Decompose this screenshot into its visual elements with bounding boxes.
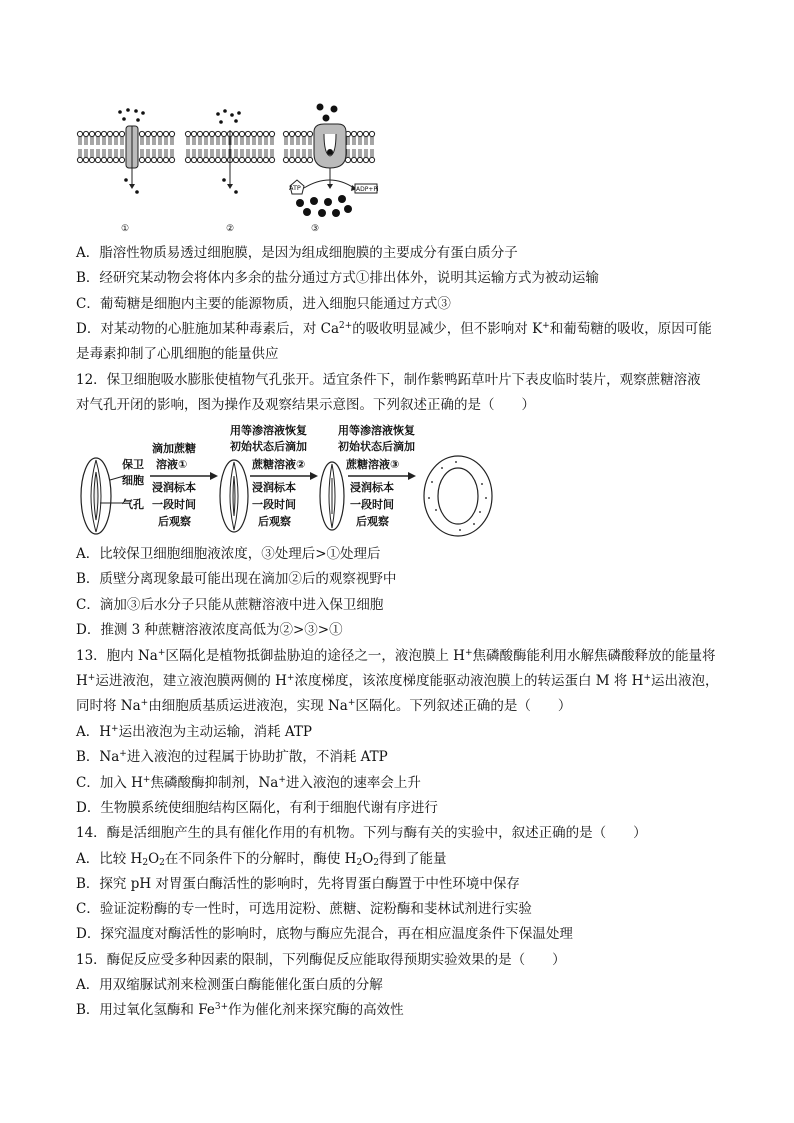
q11-option-d-cont: 是毒素抑制了心肌细胞的能量供应	[76, 346, 279, 362]
q12-option-a: A．比较保卫细胞细胞液浓度，③处理后>①处理后	[76, 546, 381, 562]
membrane-transport-figure	[76, 100, 406, 235]
step3-line1: 用等渗溶液恢复	[338, 424, 415, 437]
q13-stem: 13．胞内 Na+区隔化是植物抵御盐胁迫的途径之一，液泡膜上 H+焦磷酸酶能利用水解焦磷酸释放的能量将	[76, 648, 716, 664]
q13-stem-cont2: 同时将 Na+由细胞质基质运进液泡，实现 Na+区隔化。下列叙述正确的是（ ）	[76, 698, 572, 714]
panel-2-free-diffusion	[185, 109, 274, 194]
step3-line5: 一段时间	[350, 498, 394, 511]
q11-option-c: C．葡萄糖是细胞内主要的能源物质，进入细胞只能通过方式③	[76, 296, 451, 312]
q12-option-c: C．滴加③后水分子只能从蔗糖溶液中进入保卫细胞	[76, 597, 384, 613]
stoma-cell-after-3	[424, 456, 492, 536]
step3-line7: 后观察	[356, 515, 389, 528]
panel-1-channel-diffusion	[77, 108, 174, 194]
q11-option-b: B．经研究某动物会将体内多余的盐分通过方式①排出体外，说明其运输方式为被动运输	[76, 270, 599, 286]
step2-line1: 用等渗溶液恢复	[230, 424, 307, 437]
step3-line4: 浸润标本	[350, 481, 394, 494]
q13-stem-cont: H+运进液泡，建立液泡膜两侧的 H+浓度梯度，该浓度梯度能驱动液泡膜上的转运蛋白 M 将 H+运出液泡，	[76, 673, 719, 689]
panel-label-2: ②	[226, 224, 235, 234]
step1-line3: 浸润标本	[152, 481, 196, 494]
q14-option-a: A．比较 $H_2O_2$在不同条件下的分解时，酶使 $H_2O_2$得到了能量	[76, 851, 447, 868]
step2-line2: 初始状态后滴加	[230, 440, 307, 453]
q12-option-d: D．推测 3 种蔗糖溶液浓度高低为②>③>①	[76, 622, 343, 638]
q14-option-c: C．验证淀粉酶的专一性时，可选用淀粉、蔗糖、淀粉酶和斐林试剂进行实验	[76, 901, 532, 917]
panel-3-active-transport	[283, 104, 378, 218]
step1-line2: 溶液①	[156, 458, 188, 471]
stoma-cell-initial	[81, 458, 111, 534]
step1-line4: 一段时间	[152, 498, 196, 511]
step3-line2: 初始状态后滴加	[338, 440, 415, 453]
q13-option-b: B．Na+进入液泡的过程属于协助扩散，不消耗 ATP	[76, 749, 388, 765]
q13-option-a: A．H+运出液泡为主动运输，消耗 ATP	[76, 724, 312, 740]
panel-label-1: ①	[121, 224, 130, 234]
step2-line5: 一段时间	[252, 498, 296, 511]
q15-stem: 15．酶促反应受多种因素的限制，下列酶促反应能取得预期实验效果的是（ ）	[76, 952, 566, 968]
q12-option-b: B．质壁分离现象最可能出现在滴加②后的观察视野中	[76, 571, 397, 587]
panel-label-3: ③	[311, 224, 320, 234]
q15-option-b: B．用过氧化氢酶和 $Fe^{3+}$作为催化剂来探究酶的高效性	[76, 1002, 404, 1018]
stoma-cell-after-2	[320, 462, 344, 530]
q11-option-d: D．对某动物的心脏施加某种毒素后，对 $Ca^{2+}$的吸收明显减少，但不影响对 K+和葡萄糖的吸收，原因可能	[76, 321, 712, 337]
step2-line4: 浸润标本	[252, 481, 296, 494]
guard-cell-label-1: 保卫	[122, 458, 144, 471]
q14-option-b: B．探究 pH 对胃蛋白酶活性的影响时，先将胃蛋白酶置于中性环境中保存	[76, 876, 520, 892]
atp-label: ATP	[289, 184, 301, 192]
step1-line1: 滴加蔗糖	[152, 442, 196, 455]
stomata-figure	[76, 420, 496, 538]
q13-option-c: C．加入 H+焦磷酸酶抑制剂，Na+进入液泡的速率会上升	[76, 775, 421, 791]
q14-option-d: D．探究温度对酶活性的影响时，底物与酶应先混合，再在相应温度条件下保温处理	[76, 926, 573, 942]
step2-line3: 蔗糖溶液②	[252, 458, 306, 471]
adp-label: ADP+Pi	[356, 186, 379, 193]
q13-option-d: D．生物膜系统使细胞结构区隔化，有利于细胞代谢有序进行	[76, 800, 438, 816]
step2-line6: 后观察	[258, 515, 291, 528]
stoma-cell-after-1	[220, 460, 248, 532]
q12-stem-cont: 对气孔开闭的影响，图为操作及观察结果示意图。下列叙述正确的是（ ）	[76, 397, 535, 413]
step3-line3: 蔗糖溶液③	[346, 458, 400, 471]
stoma-label: 气孔	[122, 498, 144, 511]
q15-option-a: A．用双缩脲试剂来检测蛋白酶能催化蛋白质的分解	[76, 977, 383, 993]
q12-stem: 12．保卫细胞吸水膨胀使植物气孔张开。适宜条件下，制作紫鸭跖草叶片下表皮临时装片，观察蔗糖溶液	[76, 372, 701, 388]
guard-cell-label-2: 细胞	[122, 474, 144, 487]
q14-stem: 14．酶是活细胞产生的具有催化作用的有机物。下列与酶有关的实验中，叙述正确的是（ ）	[76, 825, 647, 841]
q11-option-a: A．脂溶性物质易透过细胞膜，是因为组成细胞膜的主要成分有蛋白质分子	[76, 245, 518, 261]
step1-line5: 后观察	[158, 515, 191, 528]
